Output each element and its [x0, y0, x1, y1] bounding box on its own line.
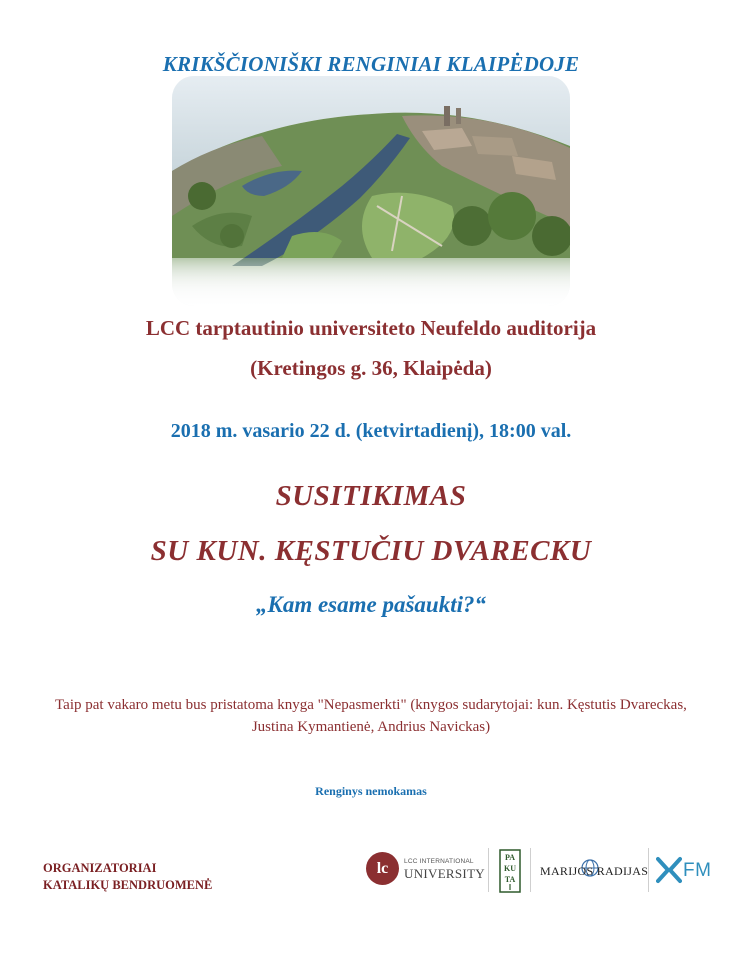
logo-divider [488, 848, 489, 892]
venue-address: (Kretingos g. 36, Klaipėda) [250, 356, 492, 380]
event-title-line1: SUSITIKIMAS [275, 480, 467, 512]
svg-text:TA: TA [504, 875, 516, 884]
venue-name: LCC tarptautinio universiteto Neufeldo auditorija [145, 316, 597, 340]
header-title: KRIKŠČIONIŠKI RENGINIAI KLAIPĖDOJE [162, 52, 580, 76]
svg-text:KU: KU [504, 864, 516, 873]
event-title-line2: SU KUN. KĘSTUČIU DVARECKU [150, 535, 592, 567]
free-entry-note: Renginys nemokamas [315, 784, 427, 798]
logo-divider [648, 848, 649, 892]
lcc-logo-small-text: LCC INTERNATIONAL [404, 858, 474, 865]
marijos-radijas-logo [538, 856, 649, 886]
xfm-text: FM [683, 860, 712, 881]
xfm-logo [656, 856, 718, 886]
book-note: Taip pat vakaro metu bus pristatoma knyga "Nepasmerkti" (knygos sudarytojai: kun. Kęstutis Dvareckas, Justina Kymantienė, Andrius Navickas) [55, 697, 687, 735]
svg-text:PA: PA [504, 853, 516, 862]
xfm-x-icon [656, 856, 682, 884]
lcc-logo-big-text: UNIVERSITY [404, 866, 485, 881]
event-subtitle: „Kam esame pašaukti?“ [255, 592, 486, 617]
logo-divider [530, 848, 531, 892]
marijos-radijas-text: MARIJOS RADIJAS [540, 864, 649, 878]
lcc-university-logo [364, 850, 484, 890]
organizers-name: KATALIKŲ BENDRUOMENĖ [43, 878, 213, 892]
pakuta-logo [498, 848, 522, 894]
lcc-monogram-icon: lc [366, 852, 399, 885]
organizers-block [43, 860, 212, 894]
aerial-city-photo [172, 76, 570, 306]
event-datetime: 2018 m. vasario 22 d. (ketvirtadienį), 18:00 val. [170, 420, 572, 442]
organizers-label: ORGANIZATORIAI [43, 861, 157, 875]
